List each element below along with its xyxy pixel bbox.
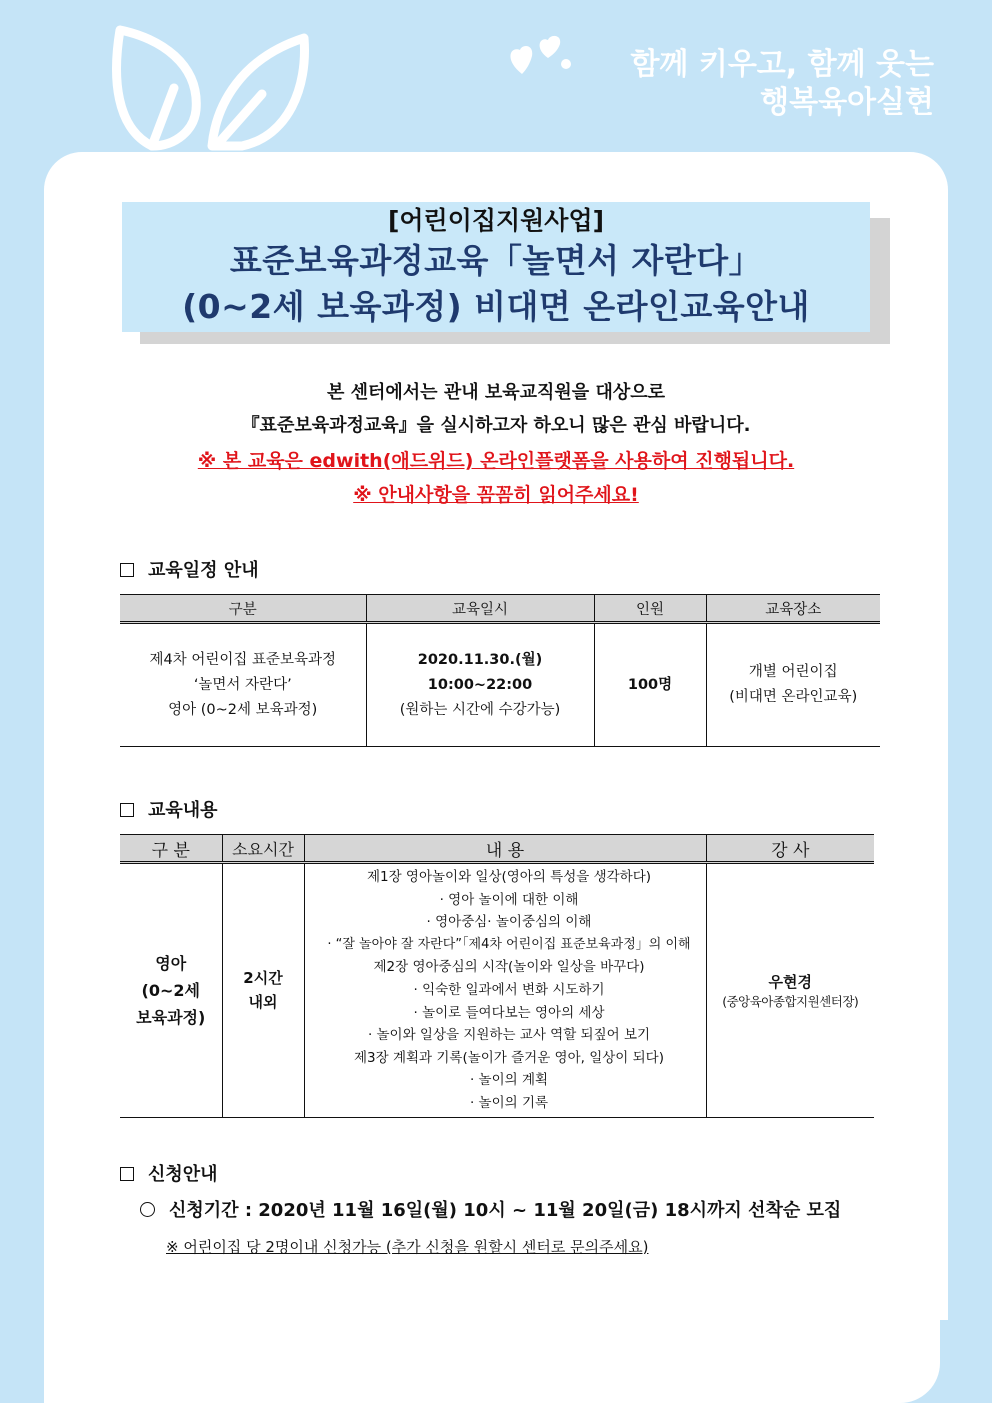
schedule-table [120,594,880,747]
col-duration: 소요시간 [222,835,304,863]
application-heading [120,1160,218,1186]
schedule-capacity: 100명 [594,623,706,747]
time-text: 10:00~22:00 [427,676,533,693]
schedule-category [120,623,366,747]
content-heading-label: 교육내용 [148,800,218,821]
list-item: · 놀이와 일상을 지원하는 교사 역할 되짚어 보기 [367,1027,651,1044]
category-line: (0~2세 [141,980,200,1000]
schedule-heading-label: 교육일정 안내 [148,560,259,581]
intro-line1: 본 센터에서는 관내 보육교직원을 대상으로 [326,382,666,403]
checkbox-square-icon [120,1167,134,1181]
notice-edwith: ※ 본 교육은 edwith(애드위드) 온라인플랫폼을 사용하여 진행됩니다. [197,450,795,472]
hearts-icon [508,30,574,80]
schedule-header-row [120,595,880,623]
list-item: · 익숙한 일과에서 변화 시도하기 [413,981,605,998]
date-text: 2020.11.30.(월) [417,651,543,668]
col-location: 교육장소 [706,595,880,623]
category-line: 보육과정) [136,1007,206,1027]
content-heading [120,796,218,822]
application-period [140,1196,841,1222]
table-row [120,623,880,747]
location-line: 개별 어린이집 [748,664,838,680]
table-row [120,863,874,1118]
card-corner [860,1312,940,1403]
content-table [120,834,874,1118]
title-line2: (0~2세 보육과정) 비대면 온라인교육안내 [182,287,810,326]
category-line: ‘놀면서 자란다’ [193,676,292,693]
col-instructor: 강 사 [706,835,874,863]
list-item: · 영아 놀이에 대한 이해 [439,891,579,908]
category-line: 제4차 어린이집 표준보육과정 [149,651,337,668]
content-items [304,863,706,1118]
location-line: (비대면 온라인교육) [729,689,858,705]
content-header-row [120,835,874,863]
slogan-line2: 행복육아실현 [760,85,934,120]
checkbox-square-icon [120,803,134,817]
schedule-location [706,623,880,747]
checkbox-square-icon [120,563,134,577]
list-item: 제2장 영아중심의 시작(놀이와 일상을 바꾸다) [373,959,645,976]
instructor-name: 우현경 [768,972,812,991]
list-item: · 영아중심· 놀이중심의 이해 [426,914,592,931]
content-duration [222,863,304,1118]
col-category: 구 분 [120,835,222,863]
col-category: 구분 [120,595,366,623]
col-capacity: 인원 [594,595,706,623]
title-line1: 표준보육과정교육「놀면서 자란다」 [229,241,763,280]
category-line: 영아 [155,953,187,973]
duration-line: 2시간 [243,969,283,988]
content-instructor [706,863,874,1118]
instructor-org: (중앙육아종합지원센터장) [722,993,859,1009]
list-item: · 놀이로 들여다보는 영아의 세상 [413,1004,605,1021]
application-note: ※ 어린이집 당 2명이내 신청가능 (추가 신청을 원할시 센터로 문의주세요) [166,1238,649,1256]
application-period-text: 신청기간 : 2020년 11월 16일(월) 10시 ~ 11월 20일(금) 18시까지 선착순 모집 [169,1200,842,1221]
schedule-datetime [366,623,594,747]
circle-bullet-icon [140,1202,155,1217]
time-note: (원하는 시간에 수강가능) [399,701,561,718]
duration-line: 내외 [248,993,278,1012]
notice-read: ※ 안내사항을 꼼꼼히 읽어주세요! [353,484,639,506]
slogan-line1: 함께 키우고, 함께 웃는 [630,47,934,82]
list-item: 제3장 계획과 기록(놀이가 즐거운 영아, 일상이 되다) [354,1049,664,1066]
col-content: 내 용 [304,835,706,863]
application-heading-label: 신청안내 [148,1164,218,1185]
list-item: 제1장 영아놀이와 일상(영아의 특성을 생각하다) [366,869,652,885]
content-category [120,863,222,1118]
col-datetime: 교육일시 [366,595,594,623]
title-category: [어린이집지원사업] [387,206,605,235]
schedule-heading [120,556,259,582]
slogan [584,46,934,122]
list-item: · 놀이의 계획 [469,1072,549,1089]
list-item: · 놀이의 기록 [469,1094,549,1111]
category-line: 영아 (0~2세 보육과정) [168,701,318,718]
title-box [122,202,870,332]
intro-line2: 『표준보육과정교육』을 실시하고자 하오니 많은 관심 바랍니다. [241,415,751,436]
list-item: · “잘 놀아야 잘 자란다”「제4차 어린이집 표준보육과정」의 이해 [327,936,691,952]
leaves-icon [112,18,312,158]
